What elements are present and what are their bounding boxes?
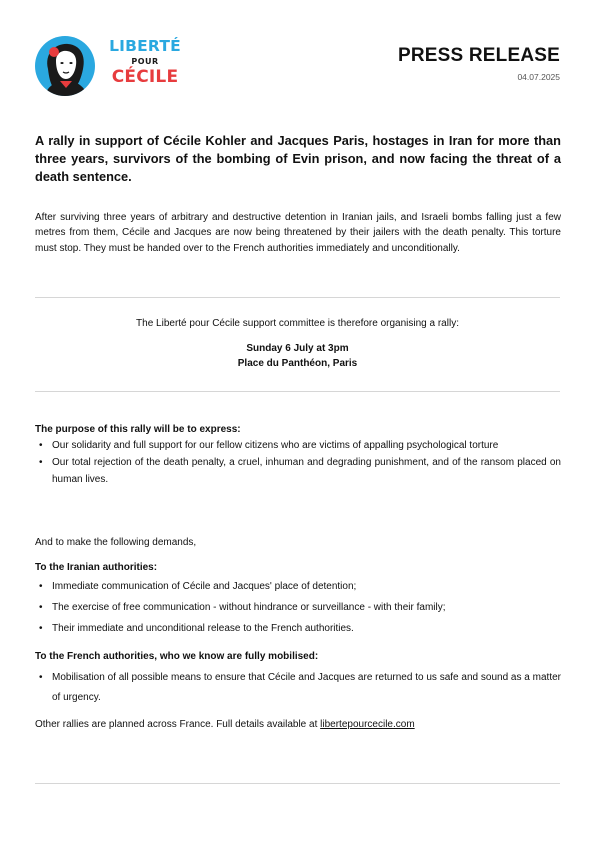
list-item: • Our total rejection of the death penalty, a cruel, inhuman and degrading punishment, and of the ransom placed on human lives. [35,454,561,488]
committee-announcement: The Liberté pour Cécile support committee is therefore organising a rally: [136,318,459,329]
list-item: • Their immediate and unconditional release to the French authorities. [35,620,561,637]
iranian-demands-list [35,578,561,637]
purpose-heading: The purpose of this rally will be to express: [35,424,241,435]
liberte-pour-cecile-logo [34,35,186,97]
list-item: • Our solidarity and full support for our fellow citizens who are victims of appalling psychological torture [35,437,561,454]
footer-note [35,719,415,730]
footer-text: Other rallies are planned across France. Full details available at [35,719,321,730]
rally-date: Sunday 6 July at 3pm [246,343,349,354]
divider-bottom [35,783,560,784]
lead-paragraph: A rally in support of Cécile Kohler and Jacques Paris, hostages in Iran for more than three years, survivors of the bombing of Evin prison, and now facing the threat of a death sentence. [35,133,561,185]
cecile-portrait-icon [34,35,96,97]
rally-place: Place du Panthéon, Paris [237,358,358,369]
purpose-list [35,437,561,488]
website-link[interactable]: libertepourcecile.com [320,719,415,730]
french-demands-list [35,668,561,708]
iranian-heading: To the Iranian authorities: [35,562,158,573]
list-item: • Mobilisation of all possible means to ensure that Cécile and Jacques are returned to us safe and sound as a matter of urgency. [35,668,561,708]
list-item: • The exercise of free communication - without hindrance or surveillance - with their family; [35,599,561,616]
page-title: PRESS RELEASE [397,45,560,66]
list-item: • Immediate communication of Cécile and Jacques' place of detention; [35,578,561,595]
logo-liberte: LIBERTÉ [109,37,181,55]
french-heading: To the French authorities, who we know are fully mobilised: [35,651,319,662]
intro-paragraph: After surviving three years of arbitrary and destructive detention in Iranian jails, and Israeli bombs falling just a few metres from them, Cécile and Jacques are now being threatened by their jailers with the death penalty. This torture must stop. They must be handed over to the French authorities immediately and unconditionally. [35,212,561,254]
demands-intro: And to make the following demands, [35,537,197,548]
divider-top [35,297,560,298]
logo-cecile: CÉCILE [111,66,179,87]
divider-middle [35,391,560,392]
release-date: 04.07.2025 [517,72,560,82]
logo-wordmark [102,39,188,86]
logo-pour: POUR [131,56,159,66]
